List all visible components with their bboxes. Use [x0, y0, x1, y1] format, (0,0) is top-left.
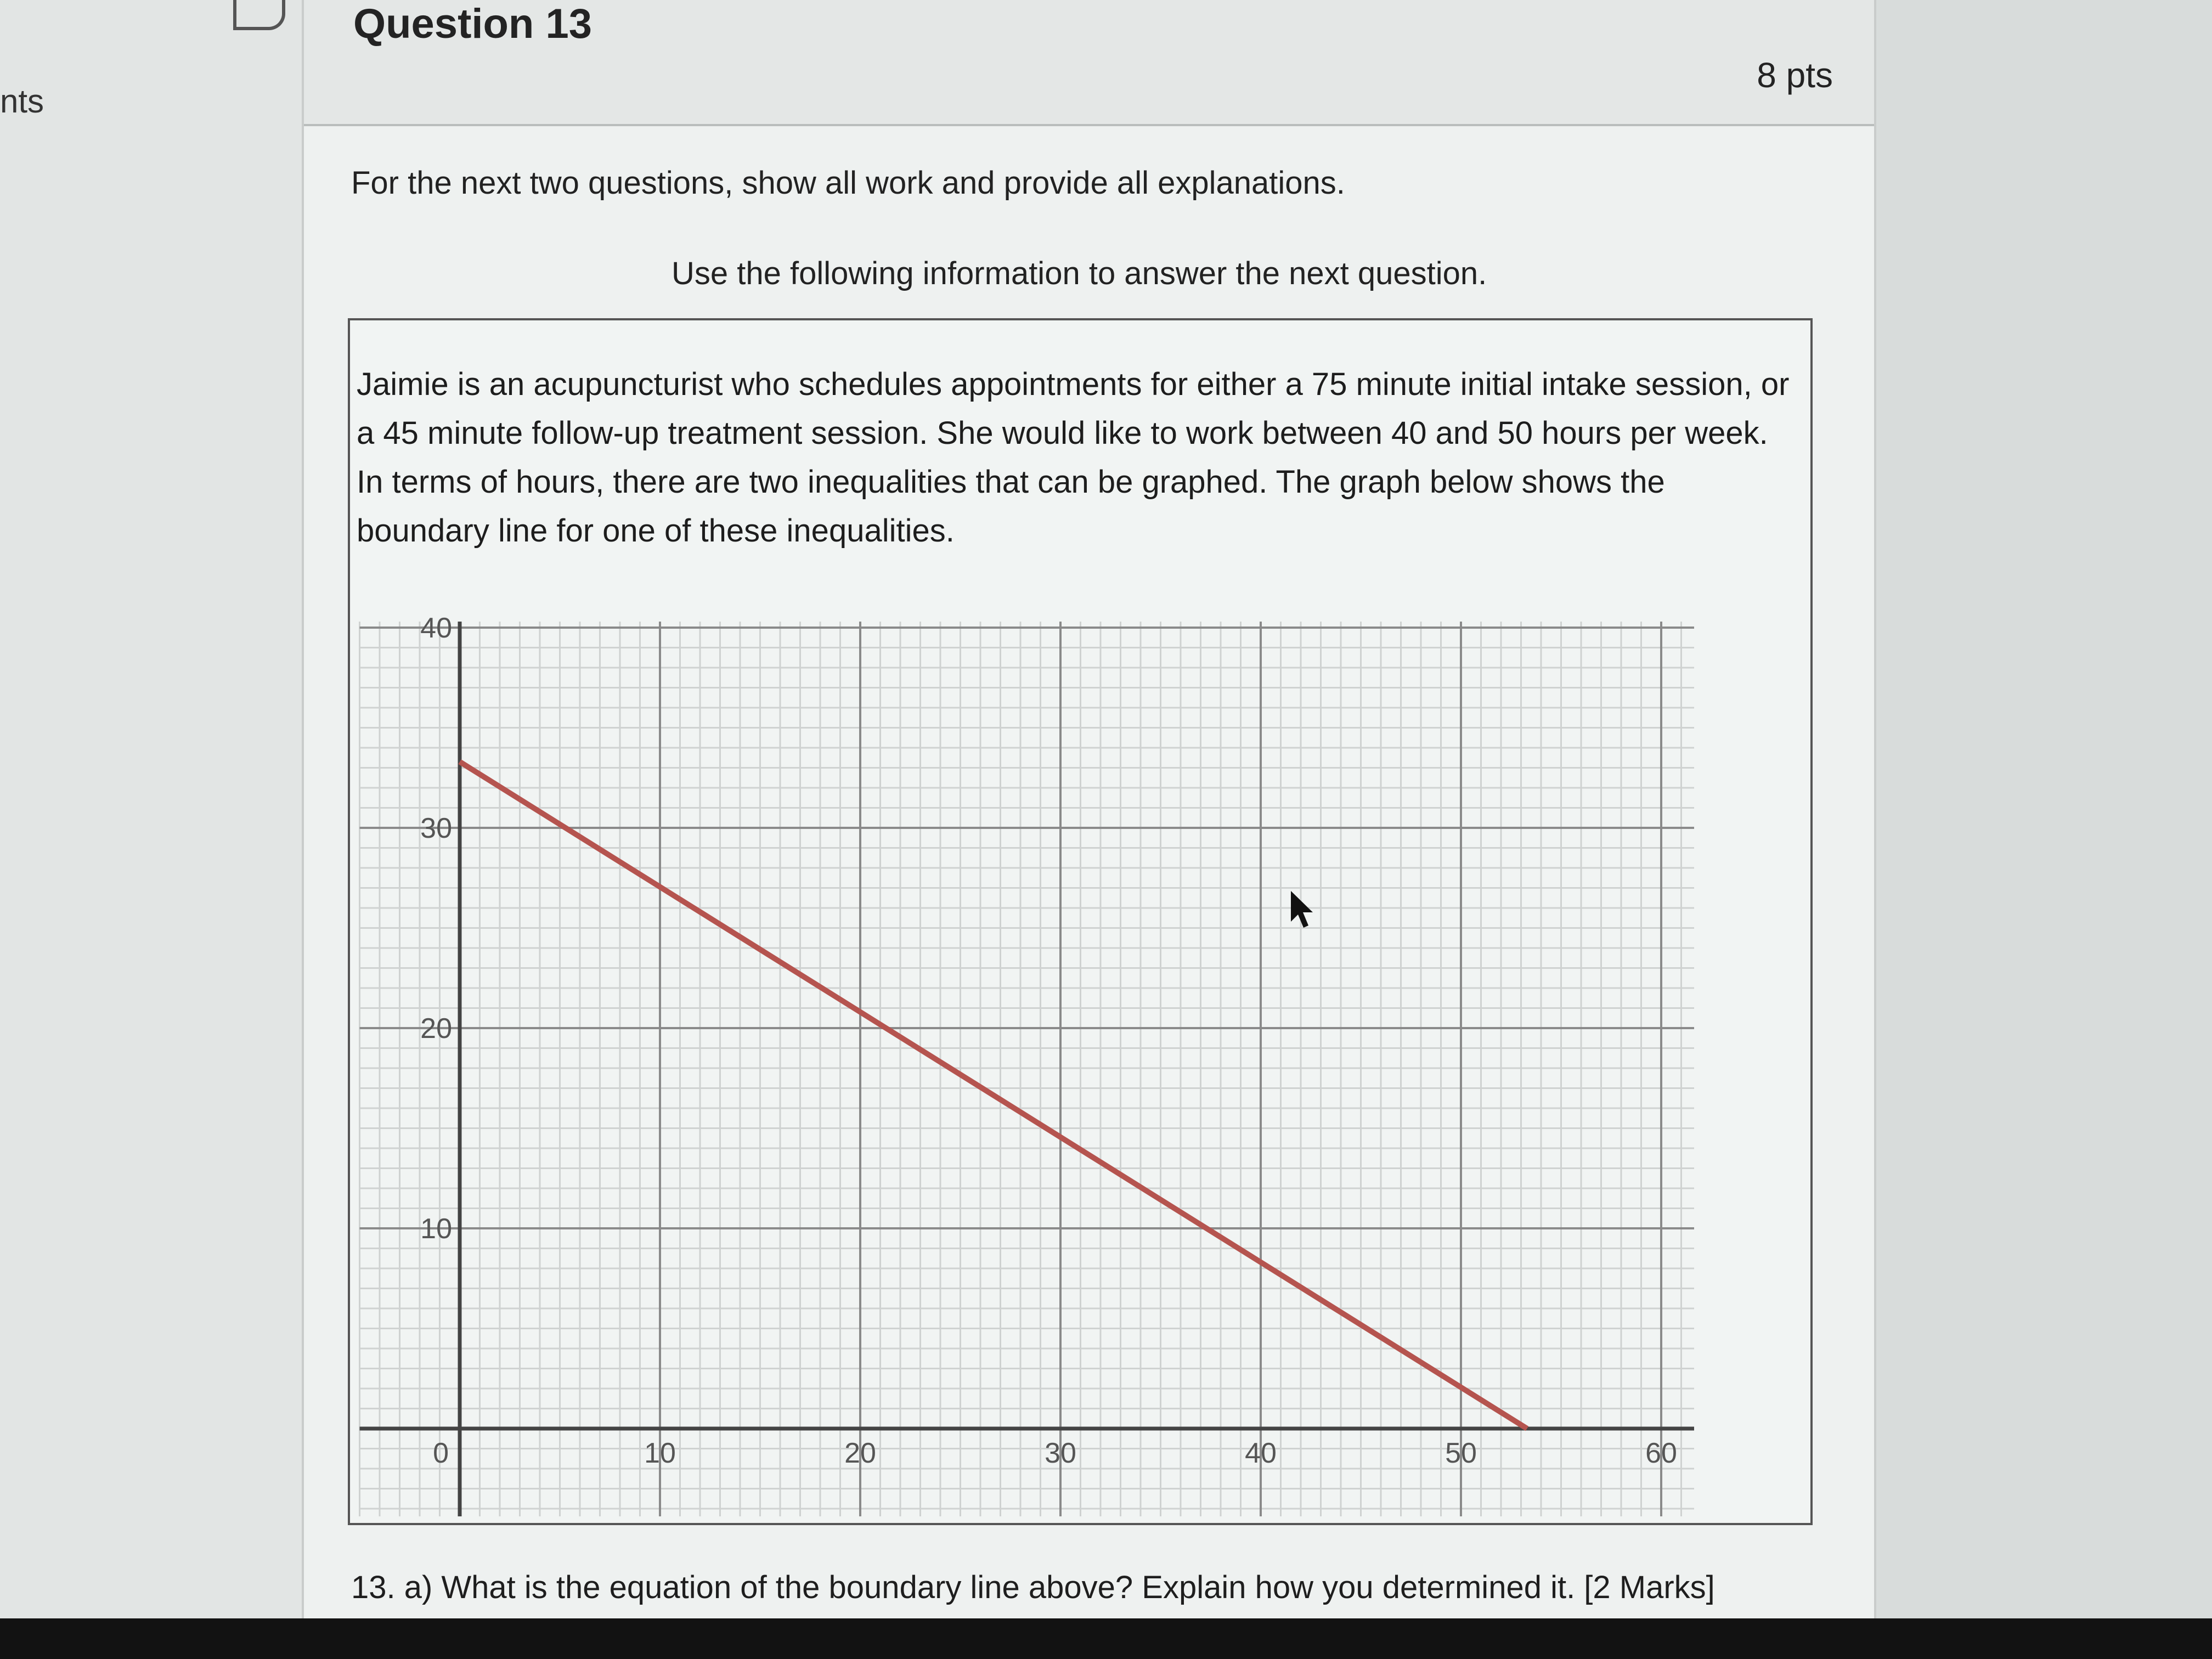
x-tick-label: 60	[1645, 1437, 1677, 1469]
x-tick-label: 10	[644, 1437, 676, 1469]
right-margin	[1876, 0, 2212, 1659]
instructions-text: For the next two questions, show all work and provide all explanations.	[351, 165, 1345, 201]
y-tick-label: 20	[420, 1013, 452, 1045]
question-card	[302, 0, 1876, 1618]
y-tick-label: 40	[420, 612, 452, 644]
y-tick-label: 30	[420, 812, 452, 844]
question-part-a: 13. a) What is the equation of the boundary line above? Explain how you determined it. [2 Marks]	[351, 1570, 1715, 1605]
question-header	[304, 0, 1874, 126]
x-tick-label: 30	[1045, 1437, 1076, 1469]
boundary-line-graph	[350, 584, 1694, 1516]
x-tick-label: 20	[844, 1437, 876, 1469]
x-tick-label: 40	[1245, 1437, 1277, 1469]
left-navigation-rail	[0, 0, 302, 1659]
sidebar-partial-label[interactable]: nts	[0, 83, 44, 120]
mouse-cursor-icon	[1291, 891, 1313, 928]
x-tick-label: 0	[433, 1437, 449, 1469]
bottom-bezel	[0, 1618, 2212, 1659]
use-info-text: Use the following information to answer the next question.	[672, 256, 1487, 291]
y-tick-label: 10	[420, 1213, 452, 1245]
question-points: 8 pts	[1757, 55, 1833, 95]
scenario-box	[348, 318, 1813, 1525]
scenario-text: Jaimie is an acupuncturist who schedules appointments for either a 75 minute initial intake session, or a 45 minute follow-up treatment session. She would like to work between 40 and 50 hours per week. In terms of hours, there are two inequalities that can be graphed. The graph below shows the boundary line for one of these inequalities.	[357, 366, 1790, 549]
x-tick-label: 50	[1445, 1437, 1477, 1469]
question-title: Question 13	[353, 1, 592, 47]
document-icon	[233, 0, 285, 30]
